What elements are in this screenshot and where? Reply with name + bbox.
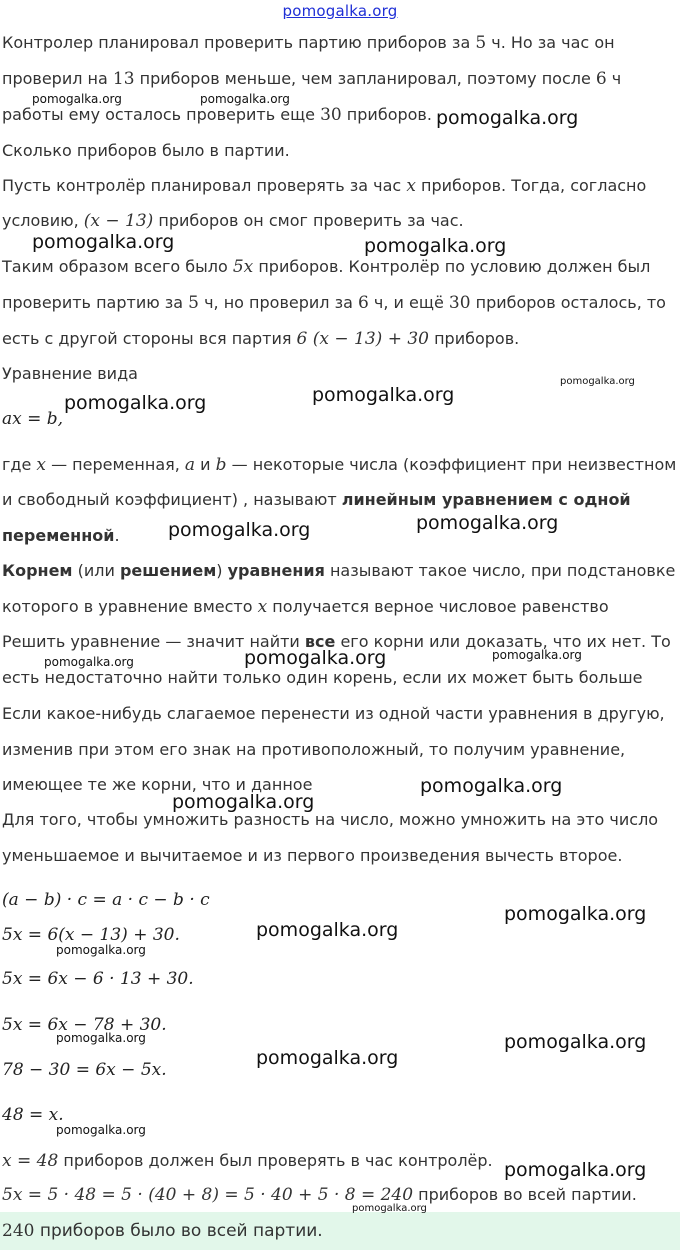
solution-line-2: условию, (x − 13) приборов он смог проверить за час. <box>2 211 464 231</box>
watermark: pomogalka.org <box>492 648 582 662</box>
equation-step-4: 78 − 30 = 6x − 5x. <box>2 1060 167 1080</box>
equation-total-line: 5x = 5 · 48 = 5 · (40 + 8) = 5 · 40 + 5 · 8 = 240 приборов во всей партии. <box>2 1185 637 1205</box>
equation-step-5: 48 = x. <box>2 1105 64 1125</box>
watermark: pomogalka.org <box>312 384 455 406</box>
watermark: pomogalka.org <box>436 107 579 129</box>
theory-line-5: переменной. <box>2 526 120 545</box>
solution-line-5: есть с другой стороны вся партия 6 (x − 13) + 30 приборов. <box>2 329 520 349</box>
watermark: pomogalka.org <box>168 519 311 541</box>
problem-question: Сколько приборов было в партии. <box>2 141 290 160</box>
theory-line-4: и свободный коэффициент) , называют линейным уравнением с одной <box>2 490 631 509</box>
watermark: pomogalka.org <box>420 775 563 797</box>
equation-step-2: 5x = 6x − 6 · 13 + 30. <box>2 969 194 989</box>
theory-line-13: Для того, чтобы умножить разность на число, можно умножить на это число <box>2 810 659 829</box>
watermark: pomogalka.org <box>32 231 175 253</box>
solution-line-1: Пусть контролёр планировал проверять за час x приборов. Тогда, согласно <box>2 176 647 196</box>
theory-line-1: Уравнение вида <box>2 364 138 383</box>
watermark: pomogalka.org <box>64 392 207 414</box>
equation-distributive: (a − b) · c = a · c − b · c <box>2 890 210 910</box>
equation-result-line: x = 48 приборов должен был проверять в час контролёр. <box>2 1151 493 1171</box>
watermark: pomogalka.org <box>560 376 635 387</box>
watermark: pomogalka.org <box>364 235 507 257</box>
watermark: pomogalka.org <box>504 1159 647 1181</box>
answer-text: 240 приборов было во всей партии. <box>2 1221 323 1241</box>
theory-line-12: имеющее те же корни, что и данное <box>2 775 313 794</box>
watermark: pomogalka.org <box>172 791 315 813</box>
watermark: pomogalka.org <box>504 1031 647 1053</box>
theory-line-10: Если какое-нибудь слагаемое перенести из одной части уравнения в другую, <box>2 704 665 723</box>
watermark: pomogalka.org <box>256 1047 399 1069</box>
header-site-link[interactable]: pomogalka.org <box>282 2 398 20</box>
theory-line-14: уменьшаемое и вычитаемое и из первого произведения вычесть второе. <box>2 846 623 865</box>
watermark: pomogalka.org <box>56 1031 146 1045</box>
theory-line-7: которого в уравнение вместо x получается верное числовое равенство <box>2 597 609 617</box>
watermark: pomogalka.org <box>32 92 122 106</box>
theory-line-9: есть недостаточно найти только один корень, если их может быть больше <box>2 668 643 687</box>
theory-line-6: Корнем (или решением) уравнения называют такое число, при подстановке <box>2 561 676 580</box>
watermark: pomogalka.org <box>56 1123 146 1137</box>
solution-line-3: Таким образом всего было 5x приборов. Контролёр по условию должен был <box>2 257 651 277</box>
problem-line-2: проверил на 13 приборов меньше, чем запланировал, поэтому после 6 ч <box>2 69 622 89</box>
theory-line-3: где x — переменная, a и b — некоторые числа (коэффициент при неизвестном <box>2 455 677 475</box>
equation-step-3: 5x = 6x − 78 + 30. <box>2 1015 167 1035</box>
theory-line-8: Решить уравнение — значит найти все его корни или доказать, что их нет. То <box>2 632 671 651</box>
watermark: pomogalka.org <box>504 903 647 925</box>
problem-line-3: работы ему осталось проверить еще 30 приборов. <box>2 105 432 125</box>
watermark: pomogalka.org <box>244 647 387 669</box>
watermark: pomogalka.org <box>44 655 134 669</box>
watermark: pomogalka.org <box>56 943 146 957</box>
theory-line-11: изменив при этом его знак на противоположный, то получим уравнение, <box>2 740 626 759</box>
problem-line-1: Контролер планировал проверить партию приборов за 5 ч. Но за час он <box>2 33 615 53</box>
solution-line-4: проверить партию за 5 ч, но проверил за 6 ч, и ещё 30 приборов осталось, то <box>2 293 666 313</box>
watermark: pomogalka.org <box>352 1203 427 1214</box>
theory-formula-ax-b: ax = b, <box>2 409 64 429</box>
equation-step-1: 5x = 6(x − 13) + 30. <box>2 925 180 945</box>
watermark: pomogalka.org <box>416 512 559 534</box>
watermark: pomogalka.org <box>256 919 399 941</box>
answer-box <box>0 1212 680 1250</box>
watermark: pomogalka.org <box>200 92 290 106</box>
